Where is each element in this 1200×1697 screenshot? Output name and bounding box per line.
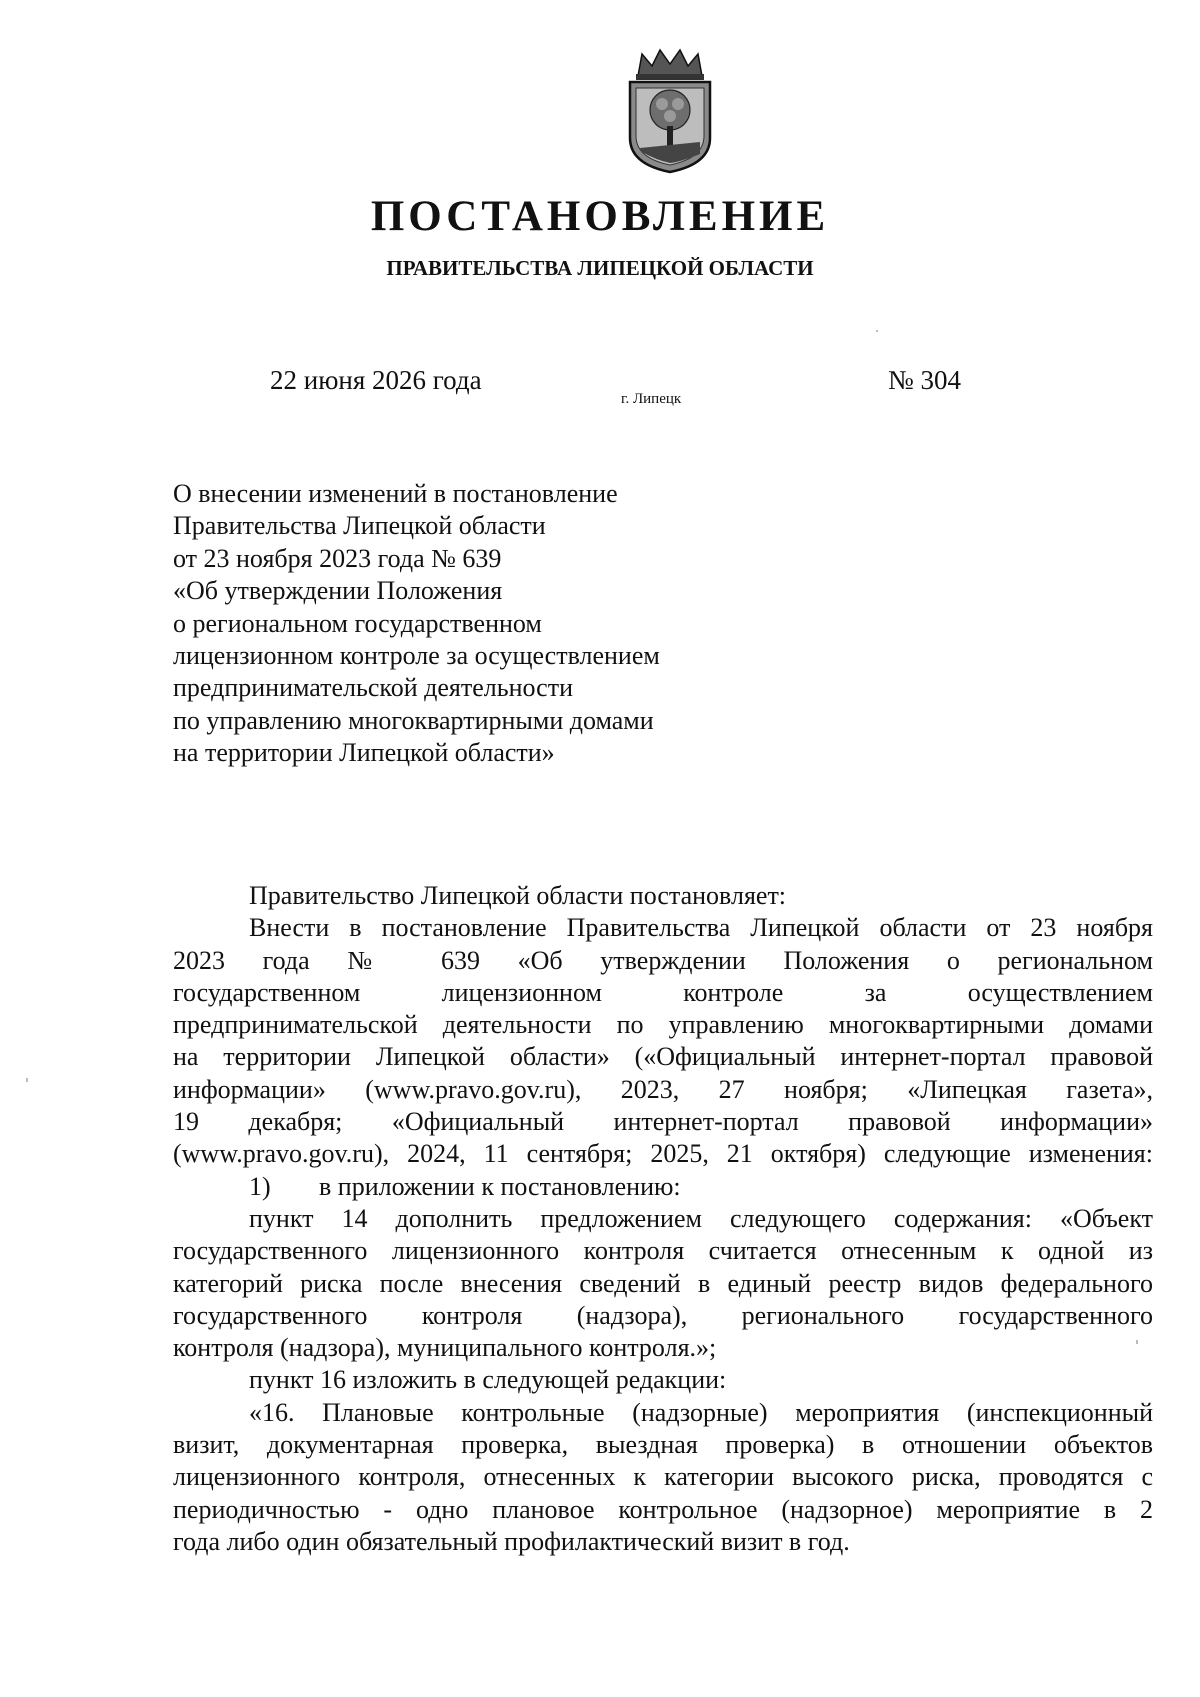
body-line: 2023 года № 639 «Об утверждении Положения о региональном [173, 945, 1153, 975]
document-city: г. Липецк [621, 391, 682, 407]
subject-line: предпринимательской деятельности [173, 673, 573, 703]
body-line: контроля (надзора), муниципального контроля.»; [173, 1333, 717, 1363]
body-line: «16. Плановые контрольные (надзорные) мероприятия (инспекционный [249, 1397, 1153, 1427]
subject-line: на территории Липецкой области» [173, 738, 555, 768]
body-line: информации» (www.pravo.gov.ru), 2023, 27 ноября; «Липецкая газета», [173, 1074, 1153, 1104]
subject-line: от 23 ноября 2023 года № 639 [173, 543, 502, 573]
lipetsk-coat-of-arms-icon [620, 46, 720, 176]
item-number: 1) [249, 1171, 271, 1201]
body-line: Внести в постановление Правительства Липецкой области от 23 ноября [249, 913, 1153, 943]
body-line: года либо один обязательный профилактический визит в год. [173, 1526, 850, 1556]
body-line: лицензионного контроля, отнесенных к категории высокого риска, проводятся с [173, 1462, 1153, 1492]
body-line: государственном лицензионном контроле за осуществлением [173, 977, 1153, 1007]
subject-line: Правительства Липецкой области [173, 511, 546, 541]
body-line: пункт 14 дополнить предложением следующего содержания: «Объект [249, 1203, 1153, 1233]
body-line: периодичностью - одно плановое контрольное (надзорное) мероприятие в 2 [173, 1494, 1153, 1524]
subject-line: О внесении изменений в постановление [173, 479, 618, 508]
document-subject [173, 478, 873, 770]
body-line: государственного контроля (надзора), регионального государственного [173, 1300, 1153, 1330]
subject-line: «Об утверждении Положения [173, 576, 503, 606]
document-number: № 304 [888, 365, 962, 395]
document-type-title: ПОСТАНОВЛЕНИЕ [370, 193, 830, 240]
subject-line: по управлению многоквартирными домами [173, 705, 654, 735]
body-line: Правительство Липецкой области постановляет: [249, 881, 787, 910]
subject-line: лицензионном контроле за осуществлением [173, 641, 660, 671]
body-line: пункт 16 изложить в следующей редакции: [249, 1365, 727, 1395]
scan-artifact [876, 330, 878, 332]
body-line: на территории Липецкой области» («Официальный интернет-портал правовой [173, 1042, 1153, 1072]
body-line: 19 декабря; «Официальный интернет-портал правовой информации» [173, 1107, 1153, 1137]
body-line: (www.pravo.gov.ru), 2024, 11 сентября; 2025, 21 октября) следующие изменения: [173, 1139, 1153, 1169]
subject-line: о региональном государственном [173, 608, 542, 638]
issuer-name: ПРАВИТЕЛЬСТВА ЛИПЕЦКОЙ ОБЛАСТИ [386, 256, 814, 280]
document-date: 22 июня 2026 года [270, 365, 482, 395]
scan-artifact [1136, 1340, 1138, 1344]
scan-artifact [26, 1078, 28, 1082]
body-item-line [173, 1171, 1153, 1203]
item-text: в приложении к постановлению: [319, 1171, 681, 1201]
body-line: предпринимательской деятельности по управлению многоквартирными домами [173, 1010, 1153, 1040]
document-body [173, 880, 1153, 1558]
body-line: визит, документарная проверка, выездная проверка) в отношении объектов [173, 1430, 1153, 1460]
body-line: государственного лицензионного контроля считается отнесенным к одной из [173, 1236, 1153, 1266]
body-line: категорий риска после внесения сведений в единый реестр видов федерального [173, 1268, 1153, 1298]
